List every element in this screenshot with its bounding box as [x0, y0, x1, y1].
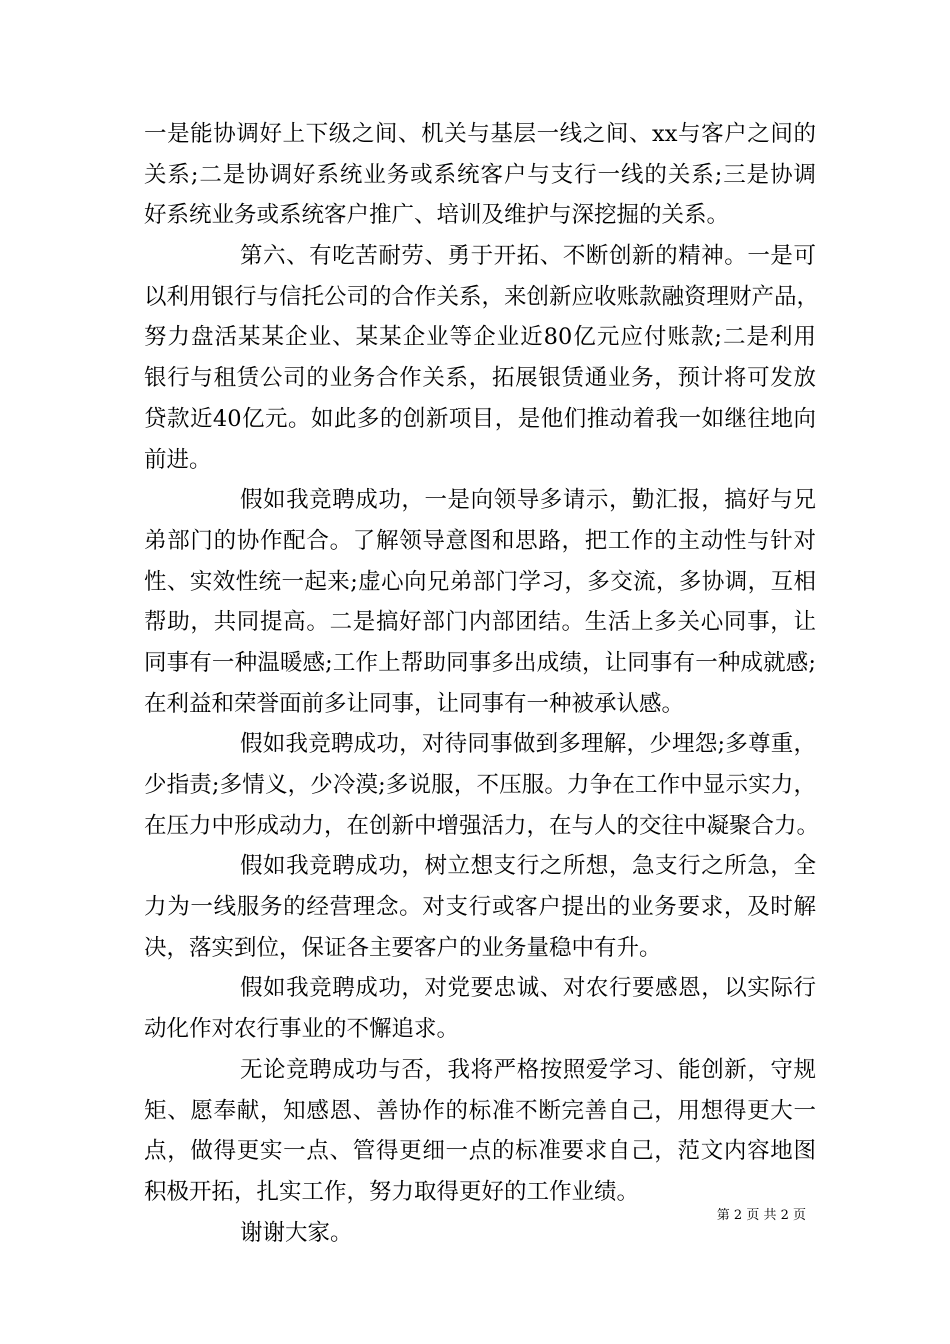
- text-line: 以利用银行与信托公司的合作关系，来创新应收账款融资理财产品，: [144, 283, 820, 310]
- text-line: 贷款近40亿元。如此多的创新项目，是他们推动着我一如继往地向: [144, 405, 816, 432]
- text-line: 假如我竞聘成功，对待同事做到多理解，少埋怨;多尊重，: [240, 731, 816, 758]
- text-line: 积极开拓，扎实工作，努力取得更好的工作业绩。: [144, 1178, 640, 1205]
- text-line: 点，做得更实一点、管得更细一点的标准要求自己，范文内容地图: [144, 1138, 816, 1165]
- text-line: 同事有一种温暖感;工作上帮助同事多出成绩，让同事有一种成就感;: [144, 649, 816, 676]
- text-line: 在利益和荣誉面前多让同事，让同事有一种被承认感。: [144, 690, 685, 717]
- text-line: 假如我竞聘成功，树立想支行之所想，急支行之所急，全: [240, 853, 816, 880]
- text-line: 一是能协调好上下级之间、机关与基层一线之间、xx与客户之间的: [144, 121, 816, 147]
- text-line: 动化作对农行事业的不懈追求。: [144, 1016, 460, 1043]
- text-line: 假如我竞聘成功，一是向领导多请示，勤汇报，搞好与兄: [240, 487, 816, 514]
- text-line: 无论竞聘成功与否，我将严格按照爱学习、能创新，守规: [240, 1056, 816, 1083]
- document-body: [144, 114, 820, 1253]
- text-line: 在压力中形成动力，在创新中增强活力，在与人的交往中凝聚合力。: [144, 812, 820, 839]
- text-line: 弟部门的协作配合。了解领导意图和思路，把工作的主动性与针对: [144, 527, 816, 554]
- text-line: 前进。: [144, 446, 212, 473]
- text-line: 少指责;多情义，少冷漠;多说服，不压服。力争在工作中显示实力，: [144, 772, 816, 798]
- text-line: 帮助，共同提高。二是搞好部门内部团结。生活上多关心同事，让: [144, 609, 816, 636]
- text-line: 矩、愿奉献，知感恩、善协作的标准不断完善自己，用想得更大一: [144, 1097, 816, 1124]
- text-line: 好系统业务或系统客户推广、培训及维护与深挖掘的关系。: [144, 202, 730, 229]
- text-line: 银行与租赁公司的业务合作关系，拓展银赁通业务，预计将可发放: [144, 365, 816, 392]
- text-line: 关系;二是协调好系统业务或系统客户与支行一线的关系;三是协调: [144, 161, 816, 188]
- text-line: 决，落实到位，保证各主要客户的业务量稳中有升。: [144, 934, 662, 961]
- text-line: 谢谢大家。: [240, 1219, 353, 1246]
- text-line: 第六、有吃苦耐劳、勇于开拓、不断创新的精神。一是可: [240, 243, 816, 270]
- text-line: 力为一线服务的经营理念。对支行或客户提出的业务要求，及时解: [144, 894, 816, 921]
- text-line: 性、实效性统一起来;虚心向兄弟部门学习，多交流，多协调，互相: [144, 568, 816, 595]
- text-line: 努力盘活某某企业、某某企业等企业近80亿元应付账款;二是利用: [144, 324, 816, 351]
- page-number: 第 2 页 共 2 页: [716, 1208, 806, 1223]
- text-line: 假如我竞聘成功，对党要忠诚、对农行要感恩，以实际行: [240, 975, 816, 1002]
